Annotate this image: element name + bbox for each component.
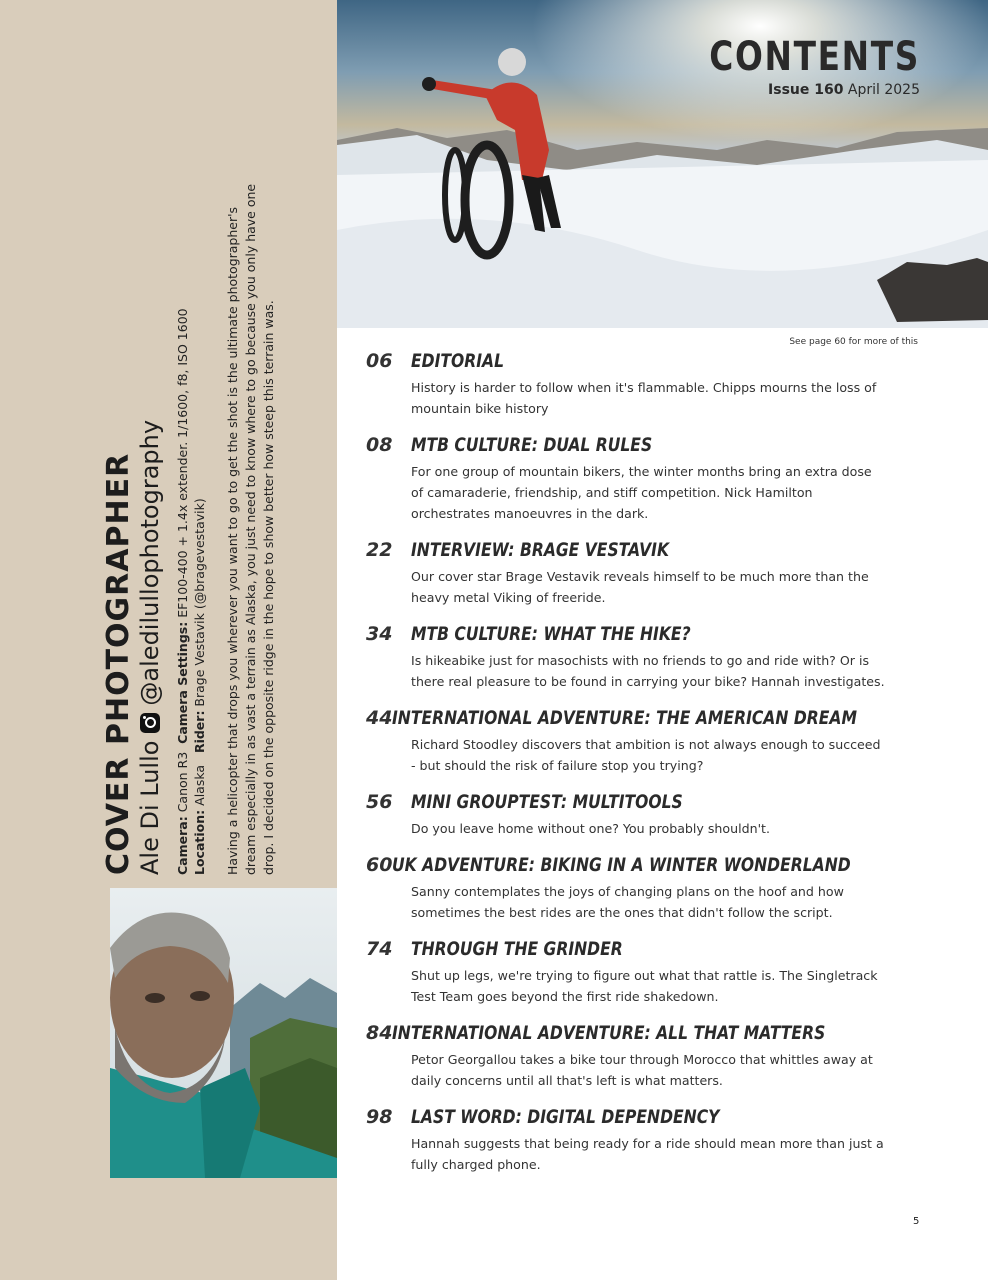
toc-description: Shut up legs, we're trying to figure out what that rattle is. The Singletrack Test Team goes beyond the first ride shakedown. [411, 968, 878, 1004]
location-label: Location: [192, 809, 207, 875]
toc-description: Is hikeabike just for masochists with no friends to go and ride with? Or is there real pleasure to be found in carrying your bike? Hannah investigates. [411, 653, 885, 689]
cover-photographer-heading: COVER PHOTOGRAPHER [101, 452, 136, 875]
photo-description: Having a helicopter that drops you wherever you want to go to get the shot is the ultimate photographer's dream especially in as vast a terrain as Alaska, you just need to know where to go because you only have one drop. I decided on the opposite ridge in the hope to show better how steep this terrain was. [225, 183, 276, 875]
page-number: 5 [913, 1216, 920, 1227]
toc-title: UK ADVENTURE: BIKING IN A WINTER WONDERLAND [392, 854, 852, 876]
location-value: Alaska [192, 764, 207, 806]
toc-title: MTB CULTURE: DUAL RULES [411, 434, 653, 456]
toc-title: INTERVIEW: BRAGE VESTAVIK [411, 539, 670, 561]
toc-title: THROUGH THE GRINDER [411, 938, 623, 960]
toc-description: Sanny contemplates the joys of changing plans on the hoof and how sometimes the best rides are the ones that didn't follow the script. [411, 884, 844, 920]
toc-entry[interactable] [366, 707, 906, 776]
toc-page-number: 56 [366, 791, 393, 813]
toc-description: History is harder to follow when it's flammable. Chipps mourns the loss of mountain bike history [411, 380, 877, 416]
camera-label: Camera: [175, 816, 190, 875]
rider-label: Rider: [192, 710, 207, 754]
toc-description: Richard Stoodley discovers that ambition is not always enough to succeed - but should the risk of failure stop you trying? [411, 737, 881, 773]
instagram-icon [140, 713, 160, 733]
issue-date: April 2025 [847, 82, 920, 98]
hero-image [337, 0, 988, 328]
toc-entry[interactable] [366, 1022, 906, 1091]
settings-value: EF100-400 + 1.4x extender. 1/1600, f8, ISO 1600 [175, 308, 190, 618]
photographer-portrait [110, 888, 337, 1178]
toc-entry[interactable] [366, 854, 906, 923]
issue-number: Issue 160 [768, 82, 844, 98]
photographer-name-line [134, 175, 166, 875]
toc-page-number: 60 [366, 854, 393, 876]
toc-entry[interactable] [366, 350, 906, 419]
toc-entry[interactable] [366, 539, 906, 608]
toc-title: INTERNATIONAL ADVENTURE: THE AMERICAN DREAM [392, 707, 858, 729]
toc-entry[interactable] [366, 791, 906, 839]
toc-description: Our cover star Brage Vestavik reveals himself to be much more than the heavy metal Viking of freeride. [411, 569, 869, 605]
toc-page-number: 98 [366, 1106, 393, 1128]
toc-title: EDITORIAL [411, 350, 505, 372]
toc-page-number: 22 [366, 539, 393, 561]
camera-value: Canon R3 [175, 751, 190, 813]
contents-title: CONTENTS [709, 34, 920, 80]
toc-page-number: 08 [366, 434, 393, 456]
photographer-name: Ale Di Lullo [136, 740, 164, 875]
toc-description: Hannah suggests that being ready for a ride should mean more than just a fully charged phone. [411, 1136, 884, 1172]
toc-entry[interactable] [366, 938, 906, 1007]
toc-title: LAST WORD: DIGITAL DEPENDENCY [411, 1106, 720, 1128]
toc-page-number: 74 [366, 938, 393, 960]
settings-label: Camera Settings: [175, 621, 190, 744]
instagram-handle[interactable]: @aledilullophotography [136, 419, 164, 706]
toc-title: MINI GROUPTEST: MULTITOOLS [411, 791, 683, 813]
issue-info [768, 82, 920, 98]
toc-page-number: 84 [366, 1022, 393, 1044]
toc-description: Do you leave home without one? You probably shouldn't. [411, 821, 770, 836]
toc-entry[interactable] [366, 1106, 906, 1175]
toc-description: Petor Georgallou takes a bike tour through Morocco that whittles away at daily concerns until all that's left is what matters. [411, 1052, 873, 1088]
toc-page-number: 34 [366, 623, 393, 645]
toc-entry[interactable] [366, 434, 906, 524]
toc-title: INTERNATIONAL ADVENTURE: ALL THAT MATTERS [392, 1022, 826, 1044]
rider-value: Brage Vestavik (@bragevestavik) [192, 498, 207, 707]
toc-entry[interactable] [366, 623, 906, 692]
cover-photographer-block [100, 175, 278, 875]
toc-description: For one group of mountain bikers, the winter months bring an extra dose of camaraderie, friendship, and stiff competition. Nick Hamilton orchestrates manoeuvres in the dark. [411, 464, 872, 521]
image-caption: See page 60 for more of this [789, 337, 918, 347]
camera-specs [174, 175, 208, 875]
toc-page-number: 44 [366, 707, 393, 729]
toc-title: MTB CULTURE: WHAT THE HIKE? [411, 623, 691, 645]
toc-page-number: 06 [366, 350, 393, 372]
table-of-contents [366, 350, 906, 1175]
